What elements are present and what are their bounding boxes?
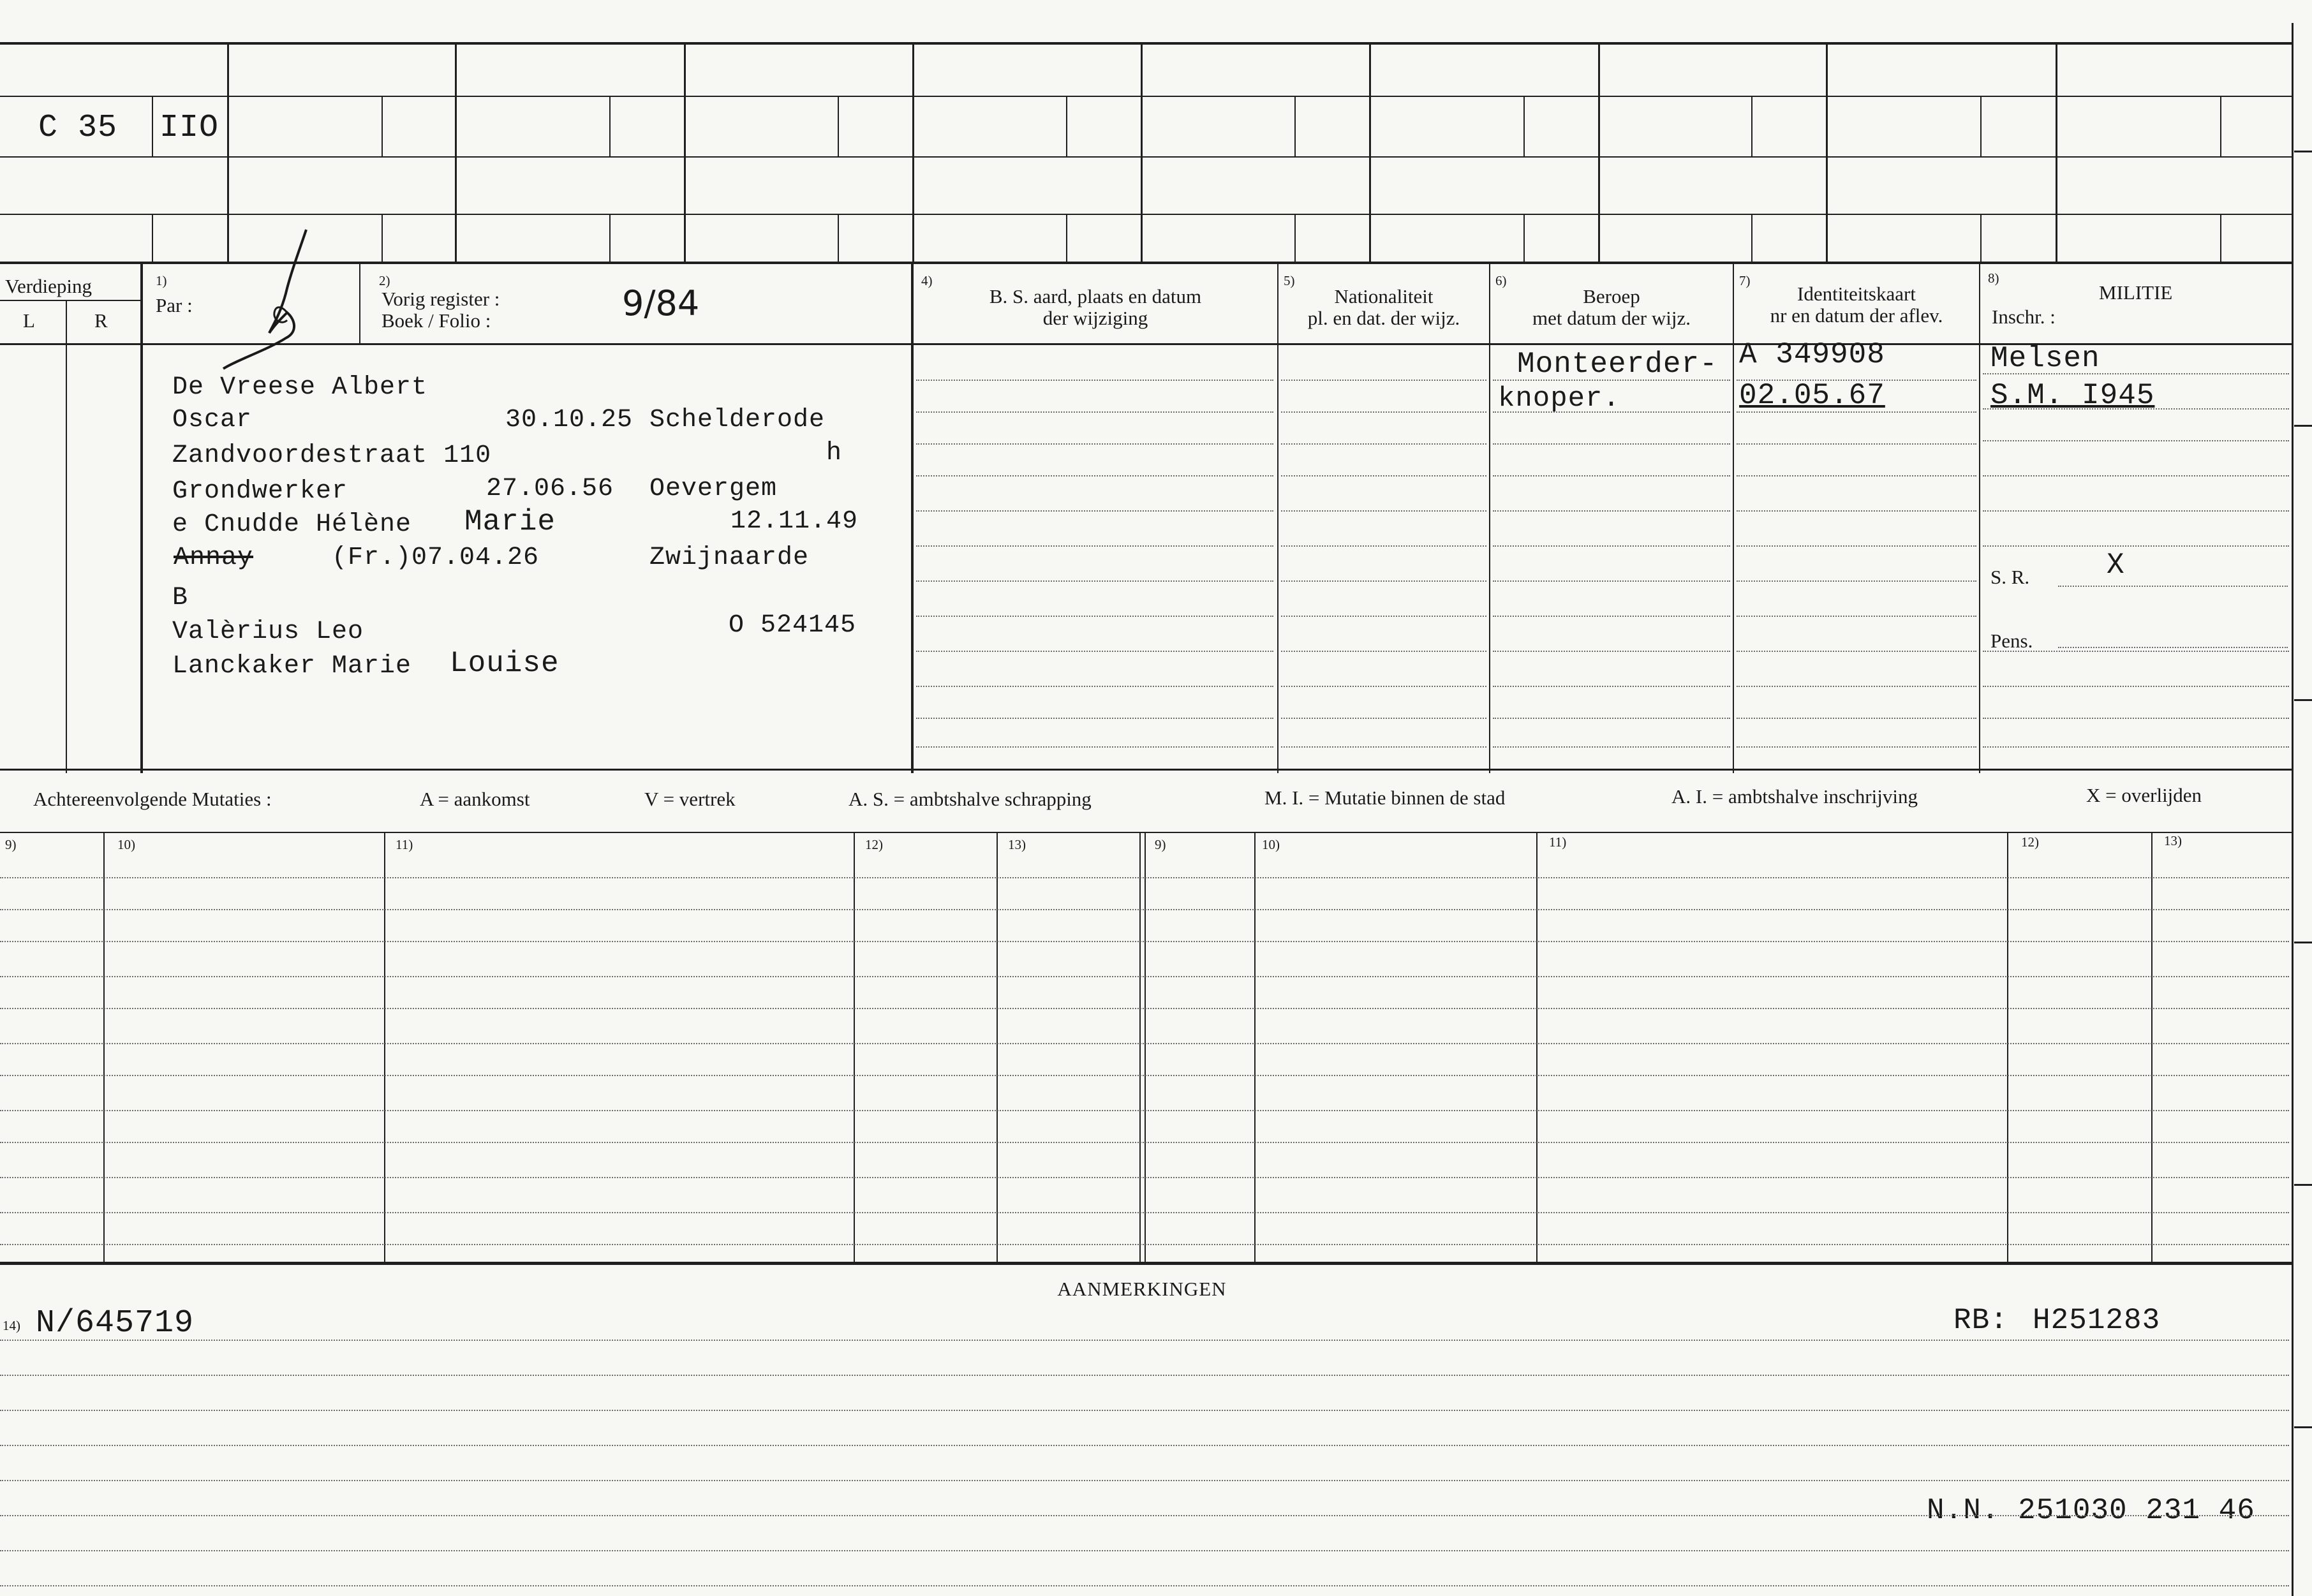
legend-title: Achtereenvolgende Mutaties : — [33, 788, 272, 810]
legend-overlijden: X = overlijden — [2086, 784, 2202, 806]
footnote-7: 7) — [1739, 273, 1751, 288]
bs-header-line2: der wijziging — [1042, 307, 1148, 329]
footnote-4: 4) — [921, 273, 933, 288]
beroep-header-line1: Beroep — [1583, 285, 1640, 307]
sr-label: S. R. — [1990, 566, 2030, 588]
mut-col-11-left: 11) — [396, 837, 413, 852]
beroep-line1: Monteerder- — [1517, 348, 1718, 381]
col-r-label: R — [94, 309, 108, 332]
mut-col-13-right: 13) — [2164, 833, 2182, 848]
spouse-date: 12.11.49 — [730, 507, 859, 536]
legend-mutatie-binnen: M. I. = Mutatie binnen de stad — [1264, 787, 1506, 809]
nationaliteit-header-line1: Nationaliteit — [1334, 285, 1434, 307]
person-place-2: Oevergem — [649, 475, 778, 503]
mut-col-12-right: 12) — [2021, 834, 2039, 850]
legend-ambtshalve-schrapping: A. S. = ambtshalve schrapping — [848, 788, 1092, 810]
person-address: Zandvoordestraat 110 — [172, 441, 492, 470]
person-occupation: Grondwerker — [172, 477, 348, 506]
person-birthplace: Schelderode — [649, 406, 826, 434]
col-l-label: L — [23, 309, 35, 332]
identiteit-number: A 349908 — [1739, 338, 1885, 371]
footnote-8: 8) — [1988, 270, 1999, 286]
mother-name-extra: Louise — [450, 647, 559, 680]
militie-place: Melsen — [1990, 342, 2100, 375]
verdieping-label: Verdieping — [5, 275, 93, 297]
spouse-name-extra: Marie — [464, 505, 556, 538]
legend-ambtshalve-inschrijving: A. I. = ambtshalve inschrijving — [1671, 785, 1918, 808]
spouse-name: e Cnudde Hélène — [172, 510, 412, 539]
father-number: O 524145 — [729, 611, 857, 640]
mut-col-9-left: 9) — [5, 837, 17, 852]
identiteit-header-line2: nr en datum der aflev. — [1770, 304, 1943, 327]
bs-header-line1: B. S. aard, plaats en datum — [989, 285, 1202, 307]
card-number: IIO — [159, 110, 219, 146]
vorig-register-value: 9/84 — [622, 283, 700, 323]
rb-value: H251283 — [2033, 1304, 2161, 1337]
mut-col-13-left: 13) — [1008, 837, 1026, 852]
person-birthdate: 30.10.25 — [505, 406, 634, 434]
legend-aankomst: A = aankomst — [420, 788, 530, 810]
footnote-1: 1) — [156, 273, 167, 288]
beroep-header-line2: met datum der wijz. — [1532, 307, 1691, 329]
legend-vertrek: V = vertrek — [644, 788, 736, 810]
mut-col-10-right: 10) — [1262, 837, 1280, 852]
card-code: C 35 — [38, 110, 118, 146]
national-number: N.N. 251030 231 46 — [1927, 1494, 2255, 1527]
inschr-label: Inschr. : — [1992, 306, 2056, 328]
person-b-mark: B — [172, 584, 189, 612]
remarks-title: AANMERKINGEN — [1057, 1278, 1227, 1300]
mut-col-9-right: 9) — [1155, 837, 1166, 852]
mut-col-10-left: 10) — [117, 837, 135, 852]
spouse-birth-info: (Fr.)07.04.26 — [332, 543, 540, 572]
pens-label: Pens. — [1990, 630, 2033, 652]
mut-col-12-left: 12) — [865, 837, 883, 852]
identiteit-header-line1: Identiteitskaart — [1797, 283, 1916, 305]
footnote-5: 5) — [1284, 273, 1295, 288]
person-date-2: 27.06.56 — [486, 475, 614, 503]
person-firstname-line: Oscar — [172, 406, 253, 434]
signature-mark — [211, 223, 325, 376]
footnote-6: 6) — [1495, 273, 1507, 288]
mut-col-11-right: 11) — [1549, 834, 1567, 850]
beroep-line2: knoper. — [1498, 383, 1620, 415]
identiteit-date: 02.05.67 — [1739, 379, 1885, 412]
footnote-2: 2) — [379, 273, 390, 288]
person-address-mark: h — [826, 439, 843, 468]
spouse-birthplace: Annay — [174, 543, 254, 572]
par-label: Par : — [156, 294, 193, 316]
boek-folio-label: Boek / Folio : — [382, 309, 491, 332]
footnote-14: 14) — [3, 1318, 20, 1333]
father-name: Valèrius Leo — [172, 617, 364, 646]
militie-header: MILITIE — [2099, 281, 2173, 304]
person-name-line: De Vreese Albert — [172, 373, 428, 402]
mother-name: Lanckaker Marie — [172, 652, 412, 681]
rb-label: RB: — [1953, 1304, 2008, 1337]
nationaliteit-header-line2: pl. en dat. der wijz. — [1307, 307, 1460, 329]
remarks-left-entry: N/645719 — [36, 1305, 195, 1341]
spouse-place-2: Zwijnaarde — [649, 543, 810, 572]
sr-mark: X — [2107, 549, 2125, 582]
vorig-register-label: Vorig register : — [382, 288, 500, 310]
militie-class: S.M. I945 — [1990, 379, 2155, 412]
